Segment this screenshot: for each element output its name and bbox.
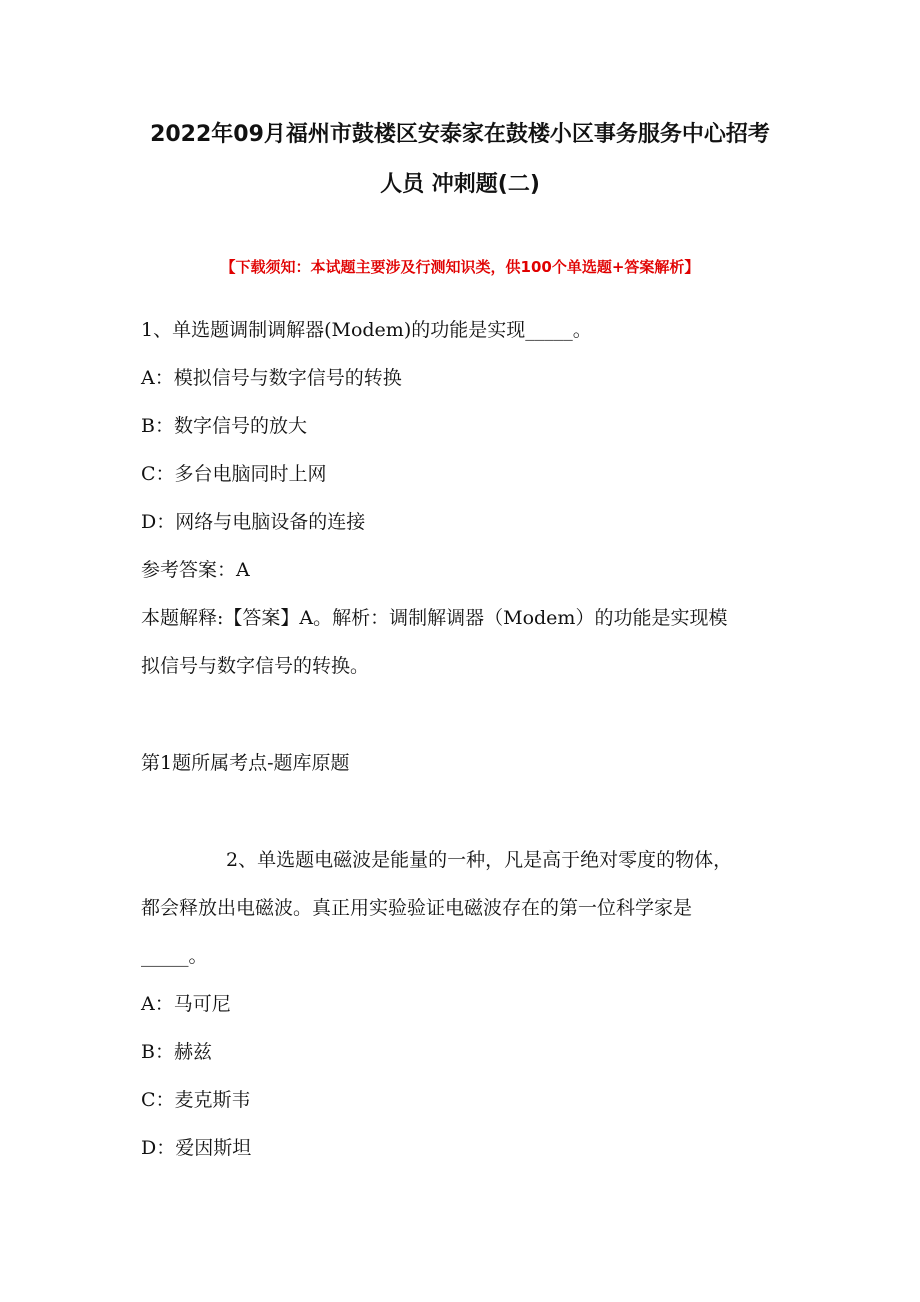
question-1-option-c: C：多台电脑同时上网 (141, 463, 327, 485)
question-1-stem: 1、单选题调制调解器(Modem)的功能是实现_____。 (141, 319, 592, 341)
question-2-option-a: A：马可尼 (141, 993, 231, 1015)
question-2-stem-line-2: 都会释放出电磁波。真正用实验验证电磁波存在的第一位科学家是 (141, 897, 693, 919)
document-title-line-2: 人员 冲刺题(二) (380, 172, 540, 197)
question-2-stem-line-3: _____。 (141, 945, 208, 967)
question-1-explanation-line-2: 拟信号与数字信号的转换。 (141, 655, 370, 677)
question-2-stem-line-1: 2、单选题电磁波是能量的一种，凡是高于绝对零度的物体， (226, 849, 733, 871)
question-1-knowledge-point: 第1题所属考点-题库原题 (141, 752, 350, 774)
download-notice: 【下载须知：本试题主要涉及行测知识类，供100个单选题+答案解析】 (220, 258, 700, 276)
question-1-answer: 参考答案：A (141, 559, 250, 581)
question-1-explanation-line-1: 本题解释:【答案】A。解析：调制解调器（Modem）的功能是实现模 (141, 607, 728, 629)
question-2-option-d: D：爱因斯坦 (141, 1137, 252, 1159)
question-2-option-b: B：赫兹 (141, 1041, 212, 1063)
document-title-line-1: 2022年09月福州市鼓楼区安泰家在鼓楼小区事务服务中心招考 (150, 122, 770, 147)
question-2-option-c: C：麦克斯韦 (141, 1089, 251, 1111)
question-1-option-a: A：模拟信号与数字信号的转换 (141, 367, 402, 389)
question-1-option-d: D：网络与电脑设备的连接 (141, 511, 366, 533)
question-1-option-b: B：数字信号的放大 (141, 415, 307, 437)
